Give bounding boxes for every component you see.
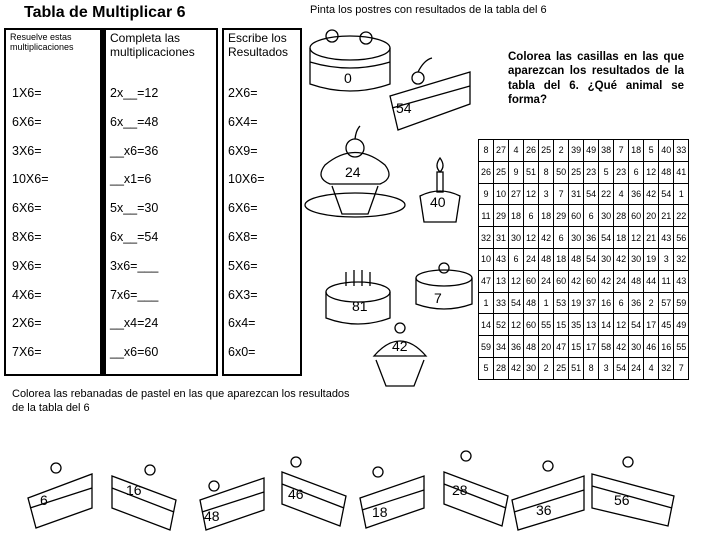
grid-cell[interactable]: 31 — [494, 227, 509, 249]
grid-cell[interactable]: 39 — [569, 140, 584, 162]
grid-cell[interactable]: 30 — [509, 227, 524, 249]
grid-cell[interactable]: 54 — [599, 227, 614, 249]
complete-cell: __x6=36 — [110, 143, 159, 158]
grid-row — [479, 227, 689, 249]
grid-cell[interactable]: 30 — [599, 205, 614, 227]
number-grid — [478, 139, 689, 380]
write-cell: 10X6= — [228, 172, 265, 187]
slice-number: 36 — [536, 502, 552, 518]
solve-cell: 8X6= — [12, 230, 42, 244]
grid-cell[interactable]: 36 — [509, 336, 524, 358]
solve-cell: 6X6= — [12, 114, 42, 129]
solve-cell: 3X6= — [12, 143, 42, 158]
grid-cell[interactable]: 29 — [494, 205, 509, 227]
grid-cell[interactable]: 28 — [494, 357, 509, 379]
grid-cell[interactable]: 4 — [644, 357, 659, 379]
grid-cell[interactable]: 8 — [584, 357, 599, 379]
grid-cell[interactable]: 59 — [479, 336, 494, 358]
grid-cell[interactable]: 30 — [599, 248, 614, 270]
grid-cell[interactable]: 19 — [644, 248, 659, 270]
grid-cell[interactable]: 28 — [614, 205, 629, 227]
complete-cell: __x6=60 — [110, 345, 159, 360]
grid-cell[interactable]: 26 — [479, 161, 494, 183]
write-cell: 6X4= — [228, 114, 258, 129]
grid-cell[interactable]: 3 — [539, 183, 554, 205]
grid-cell[interactable]: 7 — [554, 183, 569, 205]
grid-cell[interactable]: 52 — [494, 314, 509, 336]
solve-cell: 9X6= — [12, 258, 42, 273]
grid-row — [479, 161, 689, 183]
grid-cell[interactable]: 42 — [569, 270, 584, 292]
dessert-number: 81 — [352, 298, 368, 314]
grid-cell[interactable]: 54 — [509, 292, 524, 314]
write-column-header: Escribe los Resultados — [228, 31, 289, 59]
grid-cell[interactable]: 35 — [569, 314, 584, 336]
grid-cell[interactable]: 13 — [494, 270, 509, 292]
solve-column-header: Resuelve estas multiplicaciones — [10, 32, 74, 53]
grid-cell[interactable]: 38 — [599, 140, 614, 162]
grid-cell[interactable]: 60 — [524, 270, 539, 292]
grid-cell[interactable]: 48 — [539, 248, 554, 270]
grid-cell[interactable]: 53 — [554, 292, 569, 314]
complete-cell: __x1=6 — [110, 172, 152, 187]
grid-cell[interactable]: 33 — [674, 140, 689, 162]
grid-row — [479, 183, 689, 205]
grid-cell[interactable]: 41 — [674, 161, 689, 183]
grid-cell[interactable]: 13 — [584, 314, 599, 336]
grid-cell[interactable]: 48 — [659, 161, 674, 183]
grid-cell[interactable]: 59 — [674, 292, 689, 314]
grid-cell[interactable]: 51 — [569, 357, 584, 379]
grid-row — [479, 314, 689, 336]
dessert-number: 7 — [434, 290, 442, 306]
grid-cell[interactable]: 42 — [599, 270, 614, 292]
write-cell: 6X9= — [228, 143, 258, 158]
grid-cell[interactable]: 8 — [539, 161, 554, 183]
grid-cell[interactable]: 42 — [614, 248, 629, 270]
slice-number: 48 — [204, 508, 220, 524]
solve-cell: 6X6= — [12, 201, 42, 216]
grid-cell[interactable]: 14 — [599, 314, 614, 336]
bottom-slices — [28, 451, 674, 530]
small-cake-icon — [416, 263, 472, 309]
grid-cell[interactable]: 60 — [584, 270, 599, 292]
grid-cell[interactable]: 60 — [554, 270, 569, 292]
grid-row — [479, 357, 689, 379]
grid-cell[interactable]: 2 — [554, 140, 569, 162]
grid-cell[interactable]: 26 — [524, 140, 539, 162]
grid-cell[interactable]: 12 — [509, 314, 524, 336]
slices-instruction: Colorea las rebanadas de pastel en las que aparezcan los resultados de la tabla del 6 — [12, 388, 350, 414]
complete-cell: 7x6=___ — [110, 287, 159, 302]
grid-cell[interactable]: 12 — [524, 227, 539, 249]
dessert-number: 42 — [392, 338, 408, 354]
grid-cell[interactable]: 3 — [599, 357, 614, 379]
grid-cell[interactable]: 49 — [674, 314, 689, 336]
write-cell: 6X6= — [228, 201, 258, 216]
grid-cell[interactable]: 51 — [524, 161, 539, 183]
grid-cell[interactable]: 48 — [629, 270, 644, 292]
grid-cell[interactable]: 25 — [494, 161, 509, 183]
grid-cell[interactable]: 6 — [584, 205, 599, 227]
grid-cell[interactable]: 24 — [614, 270, 629, 292]
grid-cell[interactable]: 55 — [539, 314, 554, 336]
complete-cell: 5x__=30 — [110, 201, 159, 216]
grid-cell[interactable]: 42 — [509, 357, 524, 379]
complete-cell: 3x6=___ — [110, 258, 159, 273]
grid-cell[interactable]: 12 — [509, 270, 524, 292]
grid-cell[interactable]: 6 — [554, 227, 569, 249]
slice-number: 6 — [40, 492, 48, 508]
grid-cell[interactable]: 7 — [614, 140, 629, 162]
slice-number: 28 — [452, 482, 468, 498]
grid-cell[interactable]: 18 — [629, 140, 644, 162]
grid-cell[interactable]: 42 — [539, 227, 554, 249]
write-cell: 6X3= — [228, 287, 258, 302]
grid-cell[interactable]: 48 — [569, 248, 584, 270]
grid-cell[interactable]: 30 — [629, 336, 644, 358]
grid-cell[interactable]: 18 — [509, 205, 524, 227]
complete-column-header: Completa las multiplicaciones — [110, 31, 195, 59]
grid-cell[interactable]: 3 — [659, 248, 674, 270]
grid-cell[interactable]: 18 — [614, 227, 629, 249]
grid-cell[interactable]: 42 — [614, 336, 629, 358]
solve-cell: 1X6= — [12, 86, 42, 100]
grid-cell[interactable]: 25 — [569, 161, 584, 183]
grid-cell[interactable]: 16 — [599, 292, 614, 314]
grid-cell[interactable]: 56 — [674, 227, 689, 249]
grid-cell[interactable]: 43 — [494, 248, 509, 270]
grid-cell[interactable]: 32 — [674, 248, 689, 270]
cake-slice-icon — [390, 58, 470, 130]
grid-cell[interactable]: 12 — [629, 227, 644, 249]
slice-number: 16 — [126, 482, 142, 498]
grid-cell[interactable]: 58 — [599, 336, 614, 358]
grid-cell[interactable]: 37 — [584, 292, 599, 314]
grid-cell[interactable]: 22 — [674, 205, 689, 227]
grid-cell[interactable]: 21 — [644, 227, 659, 249]
grid-cell[interactable]: 9 — [509, 161, 524, 183]
grid-cell[interactable]: 54 — [614, 357, 629, 379]
grid-cell[interactable]: 5 — [599, 161, 614, 183]
grid-cell[interactable]: 9 — [479, 183, 494, 205]
grid-cell[interactable]: 55 — [674, 336, 689, 358]
grid-cell[interactable]: 8 — [479, 140, 494, 162]
complete-cell: 6x__=48 — [110, 114, 159, 129]
grid-row — [479, 336, 689, 358]
page-title: Tabla de Multiplicar 6 — [24, 4, 186, 21]
grid-cell[interactable]: 16 — [659, 336, 674, 358]
complete-cell: 2x__=12 — [110, 86, 159, 100]
ice-cream-icon — [374, 323, 426, 386]
grid-cell[interactable]: 2 — [539, 357, 554, 379]
grid-cell[interactable]: 45 — [659, 314, 674, 336]
grid-cell[interactable]: 1 — [479, 292, 494, 314]
write-cell: 6X8= — [228, 230, 258, 244]
write-cell: 5X6= — [228, 258, 258, 273]
grid-cell[interactable]: 2 — [644, 292, 659, 314]
complete-cell: 6x__=54 — [110, 230, 159, 244]
grid-cell[interactable]: 20 — [644, 205, 659, 227]
dessert-number: 54 — [396, 100, 412, 116]
grid-cell[interactable]: 5 — [644, 140, 659, 162]
write-cell: 6x0= — [228, 345, 256, 360]
grid-cell[interactable]: 32 — [479, 227, 494, 249]
grid-cell[interactable]: 48 — [524, 292, 539, 314]
grid-cell[interactable]: 57 — [659, 292, 674, 314]
grid-cell[interactable]: 34 — [494, 336, 509, 358]
grid-cell[interactable]: 12 — [524, 183, 539, 205]
grid-cell[interactable]: 11 — [659, 270, 674, 292]
slice-number: 46 — [288, 486, 304, 502]
grid-cell[interactable]: 1 — [539, 292, 554, 314]
grid-cell[interactable]: 47 — [554, 336, 569, 358]
grid-cell[interactable]: 17 — [644, 314, 659, 336]
grid-cell[interactable]: 25 — [554, 357, 569, 379]
grid-cell[interactable]: 32 — [659, 357, 674, 379]
grid-cell[interactable]: 47 — [479, 270, 494, 292]
dessert-number: 24 — [345, 164, 361, 180]
solve-cell: 7X6= — [12, 345, 42, 360]
grid-cell[interactable]: 23 — [584, 161, 599, 183]
grid-cell[interactable]: 31 — [569, 183, 584, 205]
grid-cell[interactable]: 29 — [554, 205, 569, 227]
grid-cell[interactable]: 18 — [554, 248, 569, 270]
grid-cell[interactable]: 6 — [509, 248, 524, 270]
grid-cell[interactable]: 54 — [584, 248, 599, 270]
grid-cell[interactable]: 10 — [494, 183, 509, 205]
grid-row — [479, 292, 689, 314]
dessert-number: 40 — [430, 194, 446, 210]
grid-cell[interactable]: 43 — [659, 227, 674, 249]
grid-cell[interactable]: 24 — [539, 270, 554, 292]
complete-cell: __x4=24 — [110, 316, 159, 331]
grid-cell[interactable]: 54 — [629, 314, 644, 336]
grid-cell[interactable]: 11 — [479, 205, 494, 227]
solve-cell: 4X6= — [12, 287, 42, 302]
grid-cell[interactable]: 30 — [524, 357, 539, 379]
grid-cell[interactable]: 4 — [614, 183, 629, 205]
grid-cell[interactable]: 54 — [659, 183, 674, 205]
grid-cell[interactable]: 60 — [524, 314, 539, 336]
grid-cell[interactable]: 6 — [524, 205, 539, 227]
grid-cell[interactable]: 23 — [614, 161, 629, 183]
grid-cell[interactable]: 12 — [644, 161, 659, 183]
grid-cell[interactable]: 27 — [509, 183, 524, 205]
grid-cell[interactable]: 33 — [494, 292, 509, 314]
grid-cell[interactable]: 7 — [674, 357, 689, 379]
grid-cell[interactable]: 20 — [539, 336, 554, 358]
grid-cell[interactable]: 27 — [494, 140, 509, 162]
grid-cell[interactable]: 36 — [629, 183, 644, 205]
grid-row — [479, 140, 689, 162]
grid-cell[interactable]: 22 — [599, 183, 614, 205]
grid-cell[interactable]: 25 — [539, 140, 554, 162]
grid-cell[interactable]: 15 — [569, 336, 584, 358]
grid-cell[interactable]: 60 — [629, 205, 644, 227]
grid-cell[interactable]: 24 — [524, 248, 539, 270]
grid-cell[interactable]: 50 — [554, 161, 569, 183]
grid-cell[interactable]: 30 — [629, 248, 644, 270]
grid-cell[interactable]: 36 — [584, 227, 599, 249]
grid-cell[interactable]: 12 — [614, 314, 629, 336]
grid-row — [479, 270, 689, 292]
write-cell: 6x4= — [228, 316, 256, 331]
grid-cell[interactable]: 40 — [659, 140, 674, 162]
grid-cell[interactable]: 49 — [584, 140, 599, 162]
write-cell: 2X6= — [228, 86, 258, 100]
grid-cell[interactable]: 36 — [629, 292, 644, 314]
dessert-number: 0 — [344, 70, 352, 86]
grid-cell[interactable]: 46 — [644, 336, 659, 358]
grid-cell[interactable]: 54 — [584, 183, 599, 205]
solve-cell: 2X6= — [12, 316, 42, 331]
grid-cell[interactable]: 15 — [554, 314, 569, 336]
grid-cell[interactable]: 19 — [569, 292, 584, 314]
grid-row — [479, 205, 689, 227]
solve-cell: 10X6= — [12, 172, 49, 187]
grid-row — [479, 248, 689, 270]
grid-cell[interactable]: 17 — [584, 336, 599, 358]
slice-number: 18 — [372, 504, 388, 520]
grid-cell[interactable]: 6 — [614, 292, 629, 314]
candle-cupcake-icon — [420, 158, 460, 222]
grid-cell[interactable]: 42 — [644, 183, 659, 205]
grid-cell[interactable]: 60 — [569, 205, 584, 227]
grid-cell[interactable]: 18 — [539, 205, 554, 227]
grid-cell[interactable]: 4 — [509, 140, 524, 162]
grid-cell[interactable]: 5 — [479, 357, 494, 379]
grid-cell[interactable]: 43 — [674, 270, 689, 292]
grid-cell[interactable]: 10 — [479, 248, 494, 270]
grid-instruction: Colorea las casillas en las que aparezcan los resultados de la tabla del 6. ¿Qué animal se forma? — [508, 51, 684, 107]
grid-cell[interactable]: 24 — [629, 357, 644, 379]
grid-cell[interactable]: 44 — [644, 270, 659, 292]
grid-cell[interactable]: 30 — [569, 227, 584, 249]
slice-number: 56 — [614, 492, 630, 508]
birthday-cake-icon — [326, 270, 390, 324]
paint-instruction: Pinta los postres con resultados de la tabla del 6 — [310, 4, 547, 16]
grid-cell[interactable]: 6 — [629, 161, 644, 183]
grid-cell[interactable]: 14 — [479, 314, 494, 336]
grid-cell[interactable]: 21 — [659, 205, 674, 227]
grid-cell[interactable]: 1 — [674, 183, 689, 205]
grid-cell[interactable]: 48 — [524, 336, 539, 358]
